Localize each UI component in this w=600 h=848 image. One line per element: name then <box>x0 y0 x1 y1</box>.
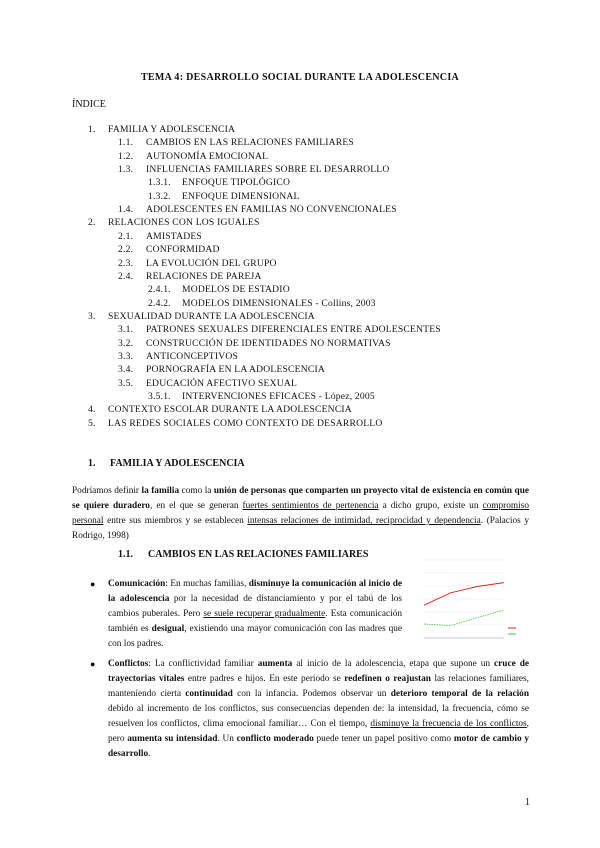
toc-entry <box>0 137 600 150</box>
toc-entry-number: 3.1. <box>118 324 134 336</box>
toc-entry-number: 1.2. <box>118 150 134 162</box>
toc-entry-label: CAMBIOS EN LAS RELACIONES FAMILIARES <box>146 137 354 149</box>
toc-entry <box>0 418 600 431</box>
line-chart <box>420 552 530 650</box>
toc-entry-label: SEXUALIDAD DURANTE LA ADOLESCENCIA <box>108 310 315 322</box>
toc-entry <box>0 391 600 404</box>
toc-entry <box>0 204 600 217</box>
document-title: TEMA 4: DESARROLLO SOCIAL DURANTE LA ADOLESCENCIA <box>140 72 460 83</box>
toc-entry <box>0 338 600 351</box>
section-heading-1-1 <box>118 549 368 560</box>
toc-entry-label: INFLUENCIAS FAMILIARES SOBRE EL DESARROLLO <box>146 164 390 176</box>
toc-entry <box>0 311 600 324</box>
toc-entry-number: 1. <box>88 124 96 135</box>
toc-entry-label: INTERVENCIONES EFICACES - López, 2005 <box>182 391 375 402</box>
toc-entry-label: EDUCACIÓN AFECTIVO SEXUAL <box>146 377 298 389</box>
intro-paragraph: Podríamos definir la familia como la unión de personas que comparten un proyecto vital de existencia en común que se quiere duradero, en el que se generan fuertes sentimientos de pertenencia a dicho grupo, existe un compromiso personal entre sus miembros y se establecen intensas relaciones de intimidad, reciprocidad y dependencia. (Palacios y Rodrigo, 1998) <box>72 486 529 541</box>
toc-entry-number: 3.3. <box>118 350 134 362</box>
toc-entry <box>0 217 600 230</box>
toc-entry-number: 5. <box>88 417 96 429</box>
toc-entry-label: AMISTADES <box>146 230 202 242</box>
toc-entry-label: ANTICONCEPTIVOS <box>146 350 239 362</box>
toc-entry <box>0 378 600 391</box>
toc-entry <box>0 324 600 337</box>
toc-entry <box>0 151 600 164</box>
section-title: CAMBIOS EN LAS RELACIONES FAMILIARES <box>148 549 369 560</box>
toc-entry-number: 2.2. <box>118 244 134 256</box>
toc-entry-label: CONTEXTO ESCOLAR DURANTE LA ADOLESCENCIA <box>108 404 352 416</box>
toc-entry-number: 2. <box>88 217 96 229</box>
toc-entry-label: PATRONES SEXUALES DIFERENCIALES ENTRE ADOLESCENTES <box>146 324 441 336</box>
toc-entry-number: 3.5.1. <box>148 391 171 402</box>
toc-entry-number: 1.1. <box>118 137 134 149</box>
section-heading-1 <box>88 458 245 469</box>
toc-entry <box>0 164 600 177</box>
section-number: 1. <box>88 458 96 469</box>
toc-entry <box>0 271 600 284</box>
toc-entry-number: 1.3.1. <box>148 177 171 189</box>
toc-entry <box>0 244 600 257</box>
toc-entry-number: 3.5. <box>118 377 134 389</box>
toc-entry-label: LA EVOLUCIÓN DEL GRUPO <box>146 257 277 269</box>
toc-entry-label: CONFORMIDAD <box>146 244 220 256</box>
toc-entry-number: 3.4. <box>118 364 134 376</box>
toc-entry-number: 3. <box>88 310 96 322</box>
page-number: 1 <box>525 797 530 808</box>
toc-entry-label: PORNOGRAFÍA EN LA ADOLESCENCIA <box>146 364 325 376</box>
toc-entry <box>0 284 600 297</box>
toc-entry-label: CONSTRUCCIÓN DE IDENTIDADES NO NORMATIVAS <box>146 337 391 349</box>
toc-entry-number: 1.4. <box>118 204 134 216</box>
toc-entry <box>0 364 600 377</box>
section-number: 1.1. <box>118 549 133 560</box>
section-title: FAMILIA Y ADOLESCENCIA <box>110 458 245 469</box>
toc-entry <box>0 124 600 137</box>
toc-entry-label: MODELOS DIMENSIONALES - Collins, 2003 <box>182 297 376 309</box>
toc-entry <box>0 231 600 244</box>
toc-entry-number: 1.3.2. <box>148 190 171 202</box>
bullet-marker: ● <box>90 659 96 669</box>
toc-entry-number: 2.3. <box>118 257 134 269</box>
toc-entry <box>0 351 600 364</box>
toc-entry <box>0 404 600 417</box>
toc-entry-number: 1.3. <box>118 164 134 176</box>
toc-entry-number: 2.4.1. <box>148 284 171 296</box>
toc-entry-label: MODELOS DE ESTADIO <box>182 284 290 296</box>
toc-entry-number: 2.4.2. <box>148 297 171 309</box>
chart-background <box>420 552 530 650</box>
toc-entry-label: ENFOQUE TIPOLÓGICO <box>182 177 291 189</box>
toc-entry-number: 4. <box>88 404 96 416</box>
bullet-marker: ● <box>90 579 96 589</box>
toc-entry-label: LAS REDES SOCIALES COMO CONTEXTO DE DESARROLLO <box>108 417 383 429</box>
toc-entry <box>0 177 600 190</box>
toc-entry-label: FAMILIA Y ADOLESCENCIA <box>108 124 236 135</box>
toc-entry <box>0 298 600 311</box>
toc-entry-label: RELACIONES CON LOS IGUALES <box>108 217 260 229</box>
toc-entry <box>0 191 600 204</box>
toc-entry-label: ENFOQUE DIMENSIONAL <box>182 190 300 202</box>
toc-entry-number: 2.1. <box>118 230 134 242</box>
index-heading: ÍNDICE <box>72 99 106 110</box>
toc-entry-number: 3.2. <box>118 337 134 349</box>
bullet-conflicts: Conflictos: La conflictividad familiar aumenta al inicio de la adolescencia, etapa que supone un cruce de trayectorias vitales entre padres e hijos. En este periodo se redefinen o reajustan las relaciones familiares, manteniendo cierta continuidad con la infancia. Podemos observar un deterioro temporal de la relación debido al incremento de los conflictos, sus consecuencias dependen de: la intensidad, la frecuencia, cómo se resuelven los conflictos, clima emocional familiar… Con el tiempo, disminuye la frecuencia de los conflictos, pero aumenta su intensidad. Un conflicto moderado puede tener un papel positivo como motor de cambio y desarrollo. <box>108 659 530 759</box>
toc-entry-number: 2.4. <box>118 270 134 282</box>
toc-entry <box>0 258 600 271</box>
toc-entry-label: RELACIONES DE PAREJA <box>146 270 262 282</box>
toc-entry-label: ADOLESCENTES EN FAMILIAS NO CONVENCIONALES <box>146 204 397 216</box>
bullet-communication: Comunicación: En muchas familias, disminuye la comunicación al inicio de la adolescencia por la necesidad de distanciamiento y por el tabú de los cambios puberales. Pero se suele recuperar gradualmente. Esta comunicación también es desigual, existiendo una mayor comunicación con las madres que con los padres. <box>108 579 402 649</box>
toc-entry-label: AUTONOMÍA EMOCIONAL <box>146 150 269 162</box>
